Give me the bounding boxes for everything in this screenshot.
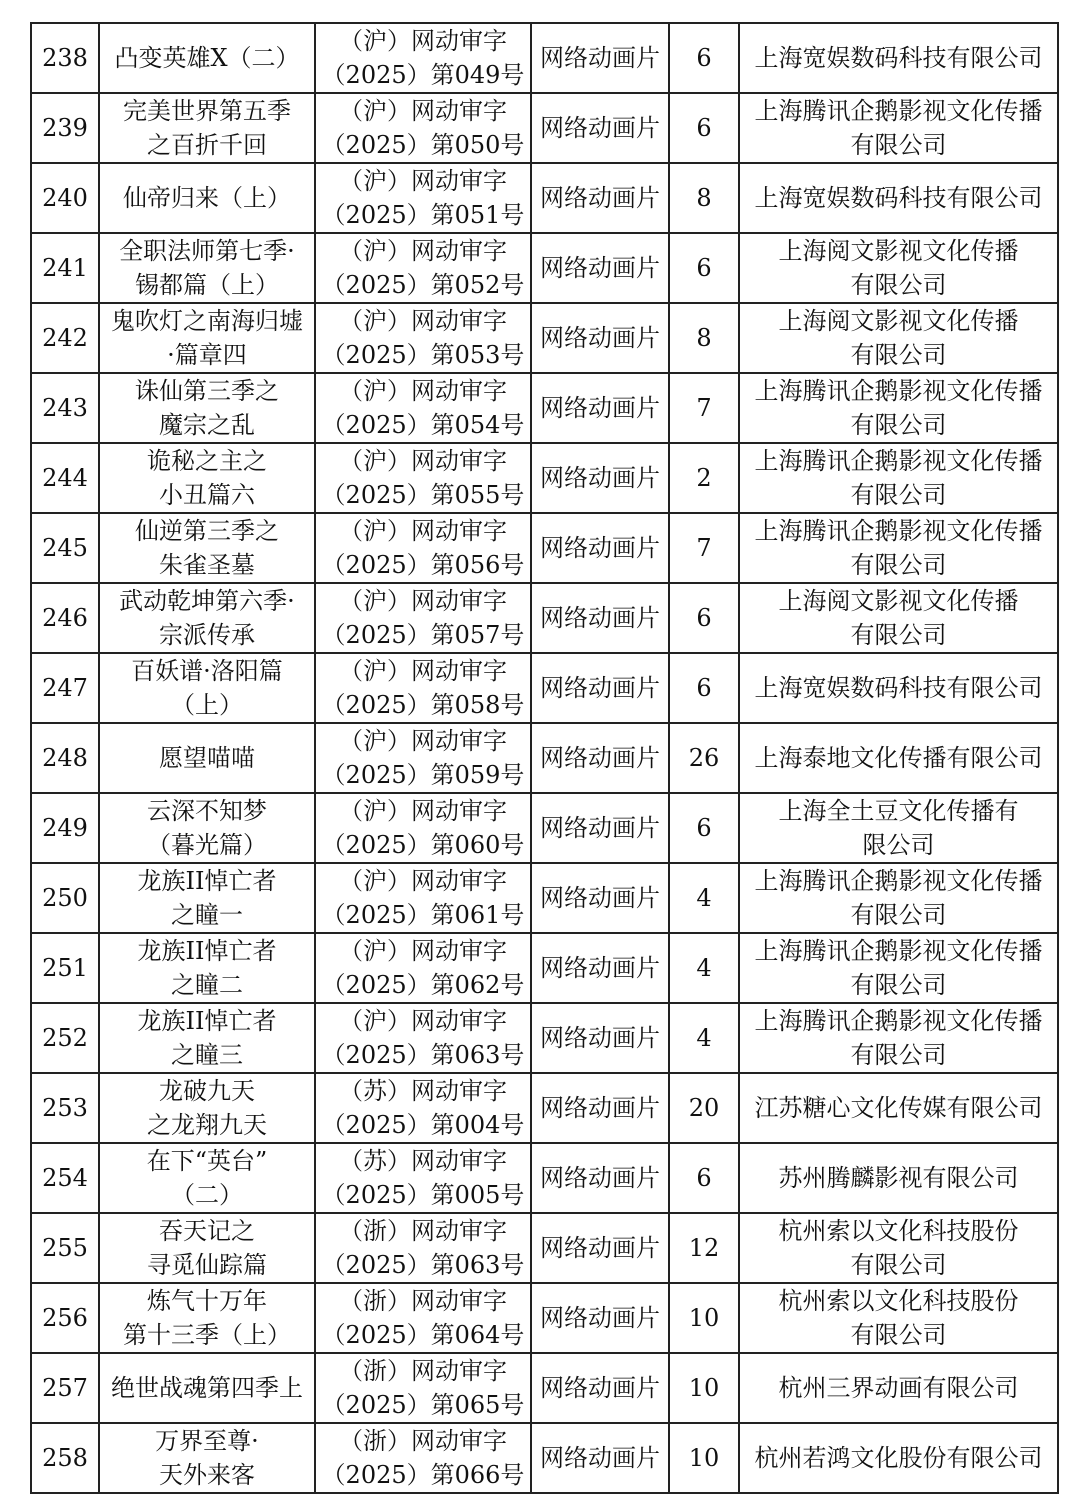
company-cell: 杭州三界动画有限公司 — [739, 1353, 1058, 1423]
license-number-cell: （沪）网动审字 （2025）第051号 — [315, 163, 531, 233]
table-row — [31, 1213, 1058, 1283]
table-row — [31, 1003, 1058, 1073]
company-cell: 上海腾讯企鹅影视文化传播 有限公司 — [739, 513, 1058, 583]
serial-number-cell: 257 — [31, 1353, 99, 1423]
category-cell: 网络动画片 — [531, 1003, 669, 1073]
table-row — [31, 303, 1058, 373]
episodes-cell: 6 — [669, 1143, 739, 1213]
category-cell: 网络动画片 — [531, 373, 669, 443]
company-cell: 上海腾讯企鹅影视文化传播 有限公司 — [739, 93, 1058, 163]
serial-number-cell: 247 — [31, 653, 99, 723]
serial-number-cell: 245 — [31, 513, 99, 583]
category-cell: 网络动画片 — [531, 1423, 669, 1493]
license-number-cell: （浙）网动审字 （2025）第066号 — [315, 1423, 531, 1493]
title-cell: 龙族II悼亡者 之瞳一 — [99, 863, 315, 933]
company-cell: 杭州索以文化科技股份 有限公司 — [739, 1213, 1058, 1283]
table-row — [31, 373, 1058, 443]
license-number-cell: （沪）网动审字 （2025）第062号 — [315, 933, 531, 1003]
serial-number-cell: 256 — [31, 1283, 99, 1353]
company-cell: 上海阅文影视文化传播 有限公司 — [739, 233, 1058, 303]
table-row — [31, 93, 1058, 163]
episodes-cell: 2 — [669, 443, 739, 513]
category-cell: 网络动画片 — [531, 653, 669, 723]
license-number-cell: （沪）网动审字 （2025）第058号 — [315, 653, 531, 723]
license-number-cell: （沪）网动审字 （2025）第052号 — [315, 233, 531, 303]
episodes-cell: 6 — [669, 653, 739, 723]
title-cell: 绝世战魂第四季上 — [99, 1353, 315, 1423]
company-cell: 杭州若鸿文化股份有限公司 — [739, 1423, 1058, 1493]
title-cell: 鬼吹灯之南海归墟 ·篇章四 — [99, 303, 315, 373]
category-cell: 网络动画片 — [531, 1213, 669, 1283]
company-cell: 上海宽娱数码科技有限公司 — [739, 23, 1058, 93]
serial-number-cell: 240 — [31, 163, 99, 233]
category-cell: 网络动画片 — [531, 583, 669, 653]
title-cell: 在下“英台” （二） — [99, 1143, 315, 1213]
episodes-cell: 10 — [669, 1283, 739, 1353]
company-cell: 杭州索以文化科技股份 有限公司 — [739, 1283, 1058, 1353]
company-cell: 上海全土豆文化传播有 限公司 — [739, 793, 1058, 863]
table-row — [31, 933, 1058, 1003]
serial-number-cell: 246 — [31, 583, 99, 653]
company-cell: 上海泰地文化传播有限公司 — [739, 723, 1058, 793]
table-row — [31, 583, 1058, 653]
episodes-cell: 8 — [669, 303, 739, 373]
serial-number-cell: 250 — [31, 863, 99, 933]
episodes-cell: 6 — [669, 583, 739, 653]
episodes-cell: 7 — [669, 373, 739, 443]
title-cell: 仙逆第三季之 朱雀圣墓 — [99, 513, 315, 583]
title-cell: 完美世界第五季 之百折千回 — [99, 93, 315, 163]
license-number-cell: （沪）网动审字 （2025）第049号 — [315, 23, 531, 93]
serial-number-cell: 244 — [31, 443, 99, 513]
license-number-cell: （沪）网动审字 （2025）第055号 — [315, 443, 531, 513]
episodes-cell: 8 — [669, 163, 739, 233]
license-number-cell: （浙）网动审字 （2025）第063号 — [315, 1213, 531, 1283]
title-cell: 诛仙第三季之 魔宗之乱 — [99, 373, 315, 443]
company-cell: 上海腾讯企鹅影视文化传播 有限公司 — [739, 443, 1058, 513]
table-row — [31, 723, 1058, 793]
license-number-cell: （苏）网动审字 （2025）第004号 — [315, 1073, 531, 1143]
episodes-cell: 4 — [669, 863, 739, 933]
table-row — [31, 513, 1058, 583]
category-cell: 网络动画片 — [531, 443, 669, 513]
serial-number-cell: 248 — [31, 723, 99, 793]
serial-number-cell: 239 — [31, 93, 99, 163]
license-number-cell: （苏）网动审字 （2025）第005号 — [315, 1143, 531, 1213]
category-cell: 网络动画片 — [531, 933, 669, 1003]
animation-registry-table — [30, 22, 1059, 1494]
company-cell: 上海腾讯企鹅影视文化传播 有限公司 — [739, 373, 1058, 443]
company-cell: 上海阅文影视文化传播 有限公司 — [739, 303, 1058, 373]
title-cell: 万界至尊· 天外来客 — [99, 1423, 315, 1493]
episodes-cell: 6 — [669, 233, 739, 303]
serial-number-cell: 238 — [31, 23, 99, 93]
category-cell: 网络动画片 — [531, 1073, 669, 1143]
license-number-cell: （沪）网动审字 （2025）第061号 — [315, 863, 531, 933]
table-row — [31, 1143, 1058, 1213]
category-cell: 网络动画片 — [531, 513, 669, 583]
table-row — [31, 1353, 1058, 1423]
episodes-cell: 20 — [669, 1073, 739, 1143]
episodes-cell: 4 — [669, 933, 739, 1003]
title-cell: 龙族II悼亡者 之瞳三 — [99, 1003, 315, 1073]
serial-number-cell: 258 — [31, 1423, 99, 1493]
episodes-cell: 6 — [669, 793, 739, 863]
category-cell: 网络动画片 — [531, 23, 669, 93]
category-cell: 网络动画片 — [531, 1143, 669, 1213]
company-cell: 江苏糖心文化传媒有限公司 — [739, 1073, 1058, 1143]
episodes-cell: 6 — [669, 93, 739, 163]
title-cell: 吞天记之 寻觅仙踪篇 — [99, 1213, 315, 1283]
serial-number-cell: 252 — [31, 1003, 99, 1073]
episodes-cell: 26 — [669, 723, 739, 793]
license-number-cell: （沪）网动审字 （2025）第053号 — [315, 303, 531, 373]
serial-number-cell: 253 — [31, 1073, 99, 1143]
company-cell: 上海腾讯企鹅影视文化传播 有限公司 — [739, 1003, 1058, 1073]
category-cell: 网络动画片 — [531, 1353, 669, 1423]
title-cell: 诡秘之主之 小丑篇六 — [99, 443, 315, 513]
license-number-cell: （沪）网动审字 （2025）第060号 — [315, 793, 531, 863]
title-cell: 云深不知梦 （暮光篇） — [99, 793, 315, 863]
table-row — [31, 793, 1058, 863]
episodes-cell: 4 — [669, 1003, 739, 1073]
serial-number-cell: 249 — [31, 793, 99, 863]
company-cell: 上海宽娱数码科技有限公司 — [739, 653, 1058, 723]
table-row — [31, 233, 1058, 303]
table-row — [31, 1283, 1058, 1353]
serial-number-cell: 251 — [31, 933, 99, 1003]
episodes-cell: 6 — [669, 23, 739, 93]
license-number-cell: （浙）网动审字 （2025）第064号 — [315, 1283, 531, 1353]
license-number-cell: （浙）网动审字 （2025）第065号 — [315, 1353, 531, 1423]
episodes-cell: 10 — [669, 1353, 739, 1423]
category-cell: 网络动画片 — [531, 93, 669, 163]
table-row — [31, 863, 1058, 933]
license-number-cell: （沪）网动审字 （2025）第050号 — [315, 93, 531, 163]
category-cell: 网络动画片 — [531, 163, 669, 233]
category-cell: 网络动画片 — [531, 233, 669, 303]
license-number-cell: （沪）网动审字 （2025）第059号 — [315, 723, 531, 793]
company-cell: 上海腾讯企鹅影视文化传播 有限公司 — [739, 863, 1058, 933]
table-row — [31, 23, 1058, 93]
company-cell: 苏州腾麟影视有限公司 — [739, 1143, 1058, 1213]
category-cell: 网络动画片 — [531, 303, 669, 373]
serial-number-cell: 242 — [31, 303, 99, 373]
episodes-cell: 7 — [669, 513, 739, 583]
category-cell: 网络动画片 — [531, 723, 669, 793]
title-cell: 武动乾坤第六季· 宗派传承 — [99, 583, 315, 653]
title-cell: 愿望喵喵 — [99, 723, 315, 793]
company-cell: 上海阅文影视文化传播 有限公司 — [739, 583, 1058, 653]
table-row — [31, 1423, 1058, 1493]
table-row — [31, 653, 1058, 723]
category-cell: 网络动画片 — [531, 1283, 669, 1353]
table-body — [31, 23, 1058, 1493]
company-cell: 上海宽娱数码科技有限公司 — [739, 163, 1058, 233]
episodes-cell: 12 — [669, 1213, 739, 1283]
serial-number-cell: 241 — [31, 233, 99, 303]
title-cell: 全职法师第七季· 锡都篇（上） — [99, 233, 315, 303]
title-cell: 龙破九天 之龙翔九天 — [99, 1073, 315, 1143]
license-number-cell: （沪）网动审字 （2025）第054号 — [315, 373, 531, 443]
license-number-cell: （沪）网动审字 （2025）第056号 — [315, 513, 531, 583]
category-cell: 网络动画片 — [531, 793, 669, 863]
title-cell: 龙族II悼亡者 之瞳二 — [99, 933, 315, 1003]
serial-number-cell: 254 — [31, 1143, 99, 1213]
title-cell: 百妖谱·洛阳篇 （上） — [99, 653, 315, 723]
license-number-cell: （沪）网动审字 （2025）第057号 — [315, 583, 531, 653]
title-cell: 炼气十万年 第十三季（上） — [99, 1283, 315, 1353]
table-row — [31, 163, 1058, 233]
title-cell: 仙帝归来（上） — [99, 163, 315, 233]
serial-number-cell: 243 — [31, 373, 99, 443]
episodes-cell: 10 — [669, 1423, 739, 1493]
table-row — [31, 1073, 1058, 1143]
category-cell: 网络动画片 — [531, 863, 669, 933]
table-row — [31, 443, 1058, 513]
license-number-cell: （沪）网动审字 （2025）第063号 — [315, 1003, 531, 1073]
serial-number-cell: 255 — [31, 1213, 99, 1283]
title-cell: 凸变英雄X（二） — [99, 23, 315, 93]
company-cell: 上海腾讯企鹅影视文化传播 有限公司 — [739, 933, 1058, 1003]
